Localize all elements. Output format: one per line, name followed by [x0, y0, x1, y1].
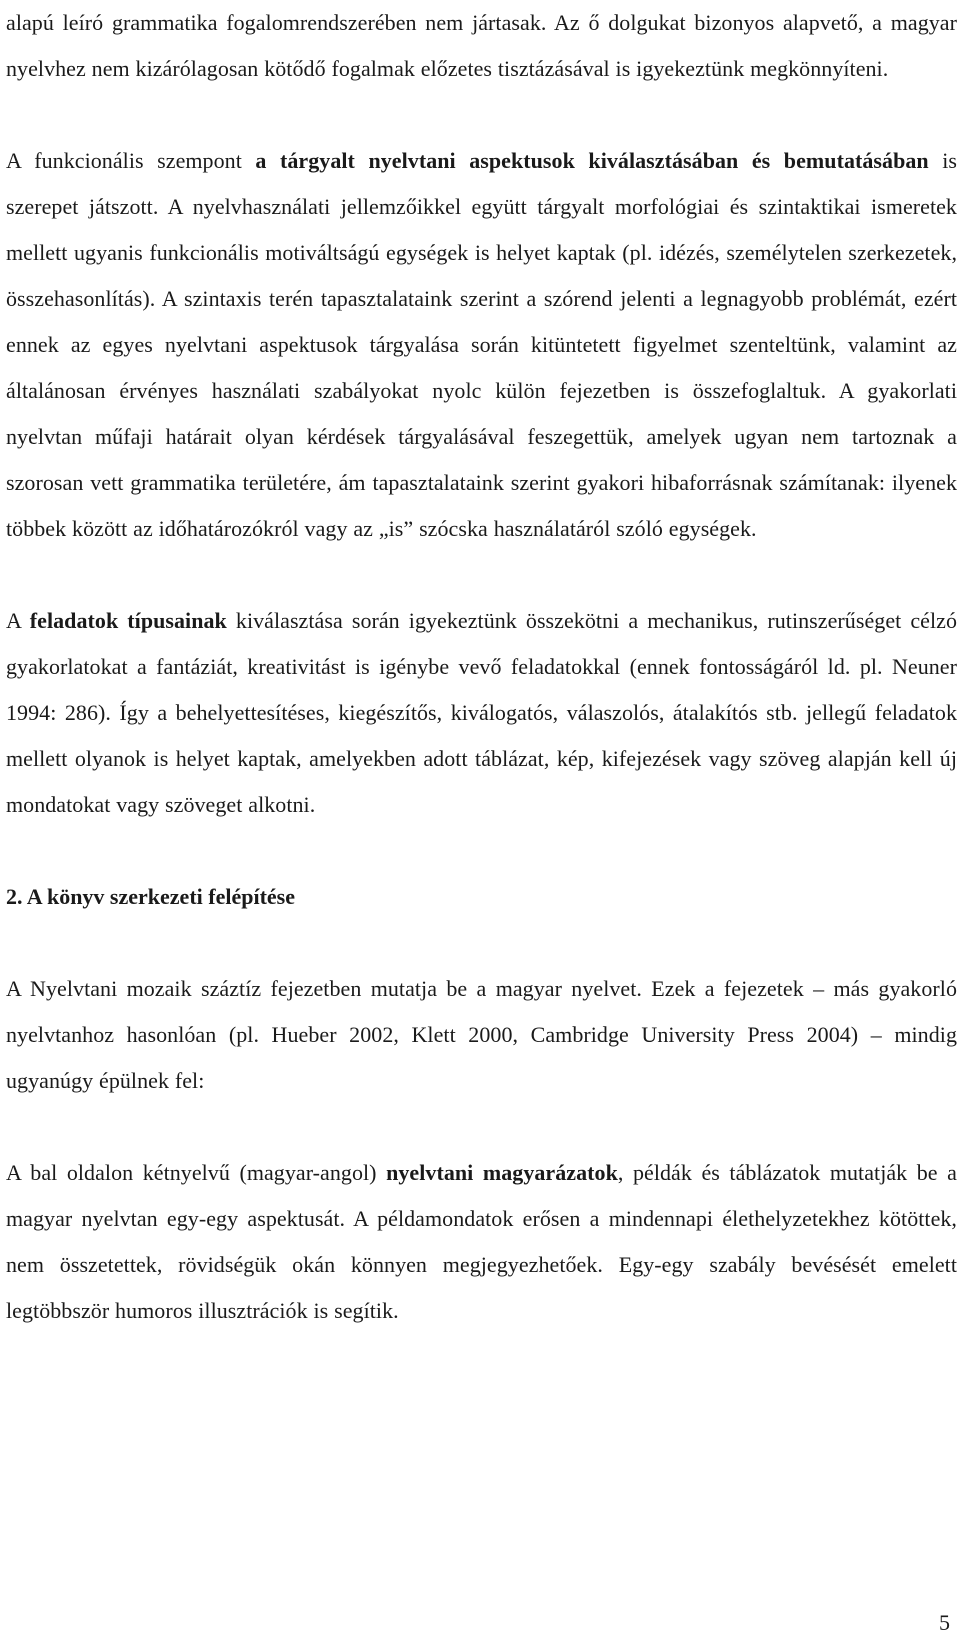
paragraph-gap	[6, 552, 957, 598]
text-segment: A	[6, 608, 30, 633]
emphasis-text: feladatok típusainak	[29, 608, 227, 633]
emphasis-text: a tárgyalt nyelvtani aspektusok kiválasztásában és bemutatásában	[255, 148, 929, 173]
body-paragraph	[6, 966, 957, 1104]
text-segment: , példák és táblázatok mutatják be a magyar nyelvtan egy-egy aspektusát. A példamondatok erősen a mindennapi élethelyzetekhez kötöttek, nem összetettek, rövidségük okán könnyen megjegyezhetőek. Egy-egy szabály bevésését emelett legtöbbször humoros illusztrációk is segítik.	[6, 1160, 957, 1323]
body-paragraph	[6, 0, 957, 92]
body-paragraph	[6, 138, 957, 552]
text-segment: alapú leíró grammatika fogalomrendszerében nem jártasak. Az ő dolgukat bizonyos alapvető, a magyar nyelvhez nem kizárólagosan kötődő fogalmak előzetes tisztázásával is igyekeztünk megkönnyíteni.	[6, 10, 957, 81]
text-segment: A Nyelvtani mozaik száztíz fejezetben mutatja be a magyar nyelvet. Ezek a fejezetek – más gyakorló nyelvtanhoz hasonlóan (pl. Hueber 2002, Klett 2000, Cambridge University Press 2004) – mindig ugyanúgy épülnek fel:	[6, 976, 957, 1093]
paragraph-gap	[6, 92, 957, 138]
paragraph-gap	[6, 920, 957, 966]
document-page	[6, 0, 957, 1334]
page-number: 5	[939, 1610, 950, 1635]
text-segment: A funkcionális szempont	[6, 148, 256, 173]
emphasis-text: nyelvtani magyarázatok	[386, 1160, 618, 1185]
text-segment: is szerepet játszott. A nyelvhasználati jellemzőikkel együtt tárgyalt morfológiai és szintaktikai ismeretek mellett ugyanis funkcionális motiváltságú egységek is helyet kaptak (pl. idézés, személytelen szerkezetek, összehasonlítás). A szintaxis terén tapasztalataink szerint a szórend jelenti a legnagyobb problémát, ezért ennek az egyes nyelvtani aspektusok tárgyalása során kitüntetett figyelmet szenteltünk, valamint az általánosan érvényes használati szabályokat nyolc külön fejezetben is összefoglaltuk. A gyakorlati nyelvtan műfaji határait olyan kérdések tárgyalásával feszegettük, amelyek ugyan nem tartoznak a szorosan vett grammatika területére, ám tapasztalataink szerint gyakori hibaforrásnak számítanak: ilyenek többek között az időhatározókról vagy az „is” szócska használatáról szóló egységek.	[6, 148, 958, 541]
body-paragraph	[6, 1150, 957, 1334]
paragraph-gap	[6, 828, 957, 874]
text-segment: kiválasztása során igyekeztünk összekötni a mechanikus, rutinszerűséget célzó gyakorlatokat a fantáziát, kreativitást is igénybe vevő feladatokkal (ennek fontosságáról ld. pl. Neuner 1994: 286). Így a behelyettesítéses, kiegészítős, kiválogatós, válaszolós, átalakítós stb. jellegű feladatok mellett olyanok is helyet kaptak, amelyekben adott táblázat, kép, kifejezések vagy szöveg alapján kell új mondatokat vagy szöveget alkotni.	[6, 608, 957, 817]
text-segment: A bal oldalon kétnyelvű (magyar-angol)	[6, 1160, 387, 1185]
section-heading: 2. A könyv szerkezeti felépítése	[6, 884, 295, 909]
paragraph-gap	[6, 1104, 957, 1150]
body-paragraph	[6, 598, 957, 828]
